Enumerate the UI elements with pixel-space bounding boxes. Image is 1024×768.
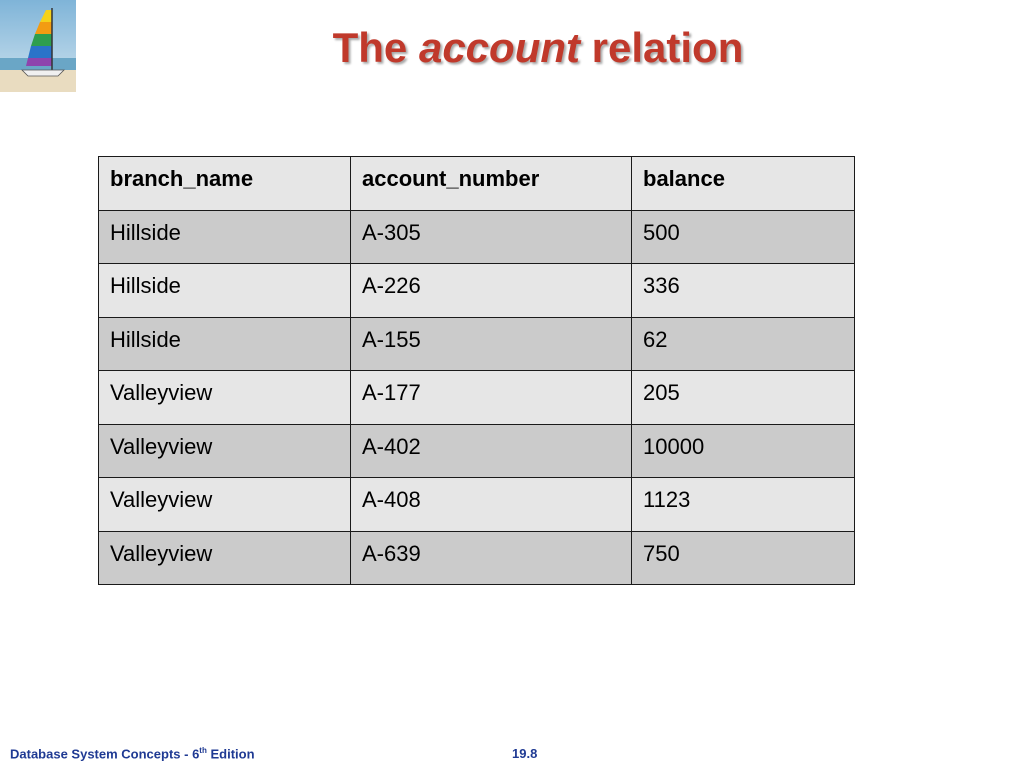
cell-branch-name: Valleyview — [99, 531, 351, 585]
cell-balance: 205 — [632, 371, 855, 425]
column-header-branch-name: branch_name — [99, 157, 351, 211]
table-header-row — [99, 157, 855, 211]
table-row — [99, 317, 855, 371]
footer-book-suffix: Edition — [206, 746, 255, 762]
cell-branch-name: Valleyview — [99, 478, 351, 532]
cell-account-number: A-155 — [351, 317, 632, 371]
table-row — [99, 531, 855, 585]
cell-balance: 10000 — [632, 424, 855, 478]
footer-book-sup: th — [199, 746, 207, 755]
footer-book-prefix: Database System Concepts - 6 — [10, 746, 200, 762]
footer-book-title — [10, 746, 255, 761]
title-prefix: The — [332, 24, 408, 71]
cell-account-number: A-177 — [351, 371, 632, 425]
cell-account-number: A-305 — [351, 210, 632, 264]
cell-account-number: A-402 — [351, 424, 632, 478]
title-suffix: relation — [591, 24, 744, 71]
account-relation-table — [98, 156, 855, 585]
table-row — [99, 371, 855, 425]
title-emphasis: account — [418, 24, 580, 71]
cell-account-number: A-408 — [351, 478, 632, 532]
cell-balance: 62 — [632, 317, 855, 371]
cell-branch-name: Valleyview — [99, 371, 351, 425]
cell-account-number: A-226 — [351, 264, 632, 318]
cell-branch-name: Hillside — [99, 210, 351, 264]
cell-branch-name: Hillside — [99, 317, 351, 371]
column-header-balance: balance — [632, 157, 855, 211]
cell-account-number: A-639 — [351, 531, 632, 585]
table-row — [99, 478, 855, 532]
cell-balance: 500 — [632, 210, 855, 264]
slide-title — [0, 24, 1024, 72]
footer-page-number: 19.8 — [512, 746, 538, 761]
column-header-account-number: account_number — [351, 157, 632, 211]
cell-branch-name: Hillside — [99, 264, 351, 318]
cell-balance: 750 — [632, 531, 855, 585]
cell-balance: 336 — [632, 264, 855, 318]
table-row — [99, 424, 855, 478]
table-row — [99, 210, 855, 264]
table-row — [99, 264, 855, 318]
cell-branch-name: Valleyview — [99, 424, 351, 478]
cell-balance: 1123 — [632, 478, 855, 532]
